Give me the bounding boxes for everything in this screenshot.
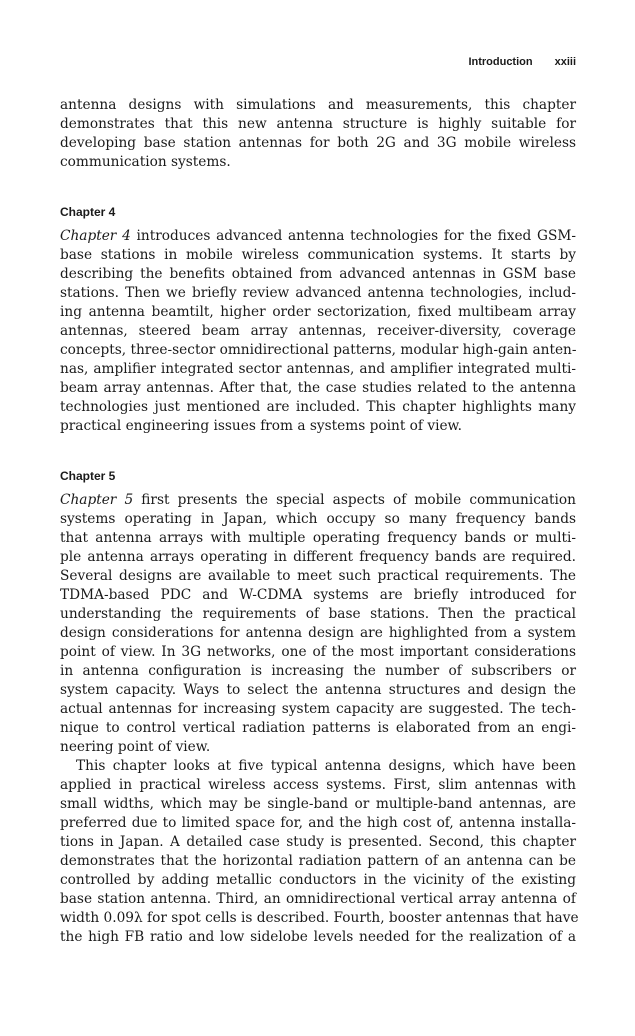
text-line: controlled by adding metallic conductors in the vicinity of the existing xyxy=(60,872,576,888)
text-line: stations. Then we briefly review advanced antenna technologies, includ- xyxy=(60,285,576,301)
text-line: demonstrates that this new antenna structure is highly suitable for xyxy=(60,116,576,132)
text-line: beam array antennas. After that, the case studies related to the antenna xyxy=(60,380,576,396)
running-head-section: Introduction xyxy=(468,56,533,68)
text-line: ple antenna arrays operating in different frequency bands are required. xyxy=(60,549,576,565)
text-line: nas, amplifier integrated sector antennas, and amplifier integrated multi- xyxy=(60,361,576,377)
text-line: technologies just mentioned are included. This chapter highlights many xyxy=(60,399,576,415)
page-number: xxiii xyxy=(554,56,576,68)
text-line: point of view. In 3G networks, one of the most important considerations xyxy=(60,644,576,660)
text-line: applied in practical wireless access systems. First, slim antennas with xyxy=(60,777,576,793)
chapter-5-heading: Chapter 5 xyxy=(60,469,116,483)
chapter-4-reference: Chapter 4 xyxy=(60,228,131,244)
text-run: introduces advanced antenna technologies for the fixed GSM- xyxy=(130,228,577,244)
text-line: preferred due to limited space for, and the high cost of, antenna installa- xyxy=(60,815,576,831)
text-line: This chapter looks at five typical antenna designs, which have been xyxy=(76,758,576,774)
chapter-5-paragraph-2 xyxy=(60,757,579,947)
text-line: developing base station antennas for both 2G and 3G mobile wireless xyxy=(60,135,576,151)
chapter-4-paragraph xyxy=(60,227,576,436)
intro-continuation-paragraph xyxy=(60,96,576,172)
chapter-5-paragraph-1 xyxy=(60,491,576,757)
text-line: base station antenna. Third, an omnidirectional vertical array antenna of xyxy=(60,891,576,907)
text-line: in antenna configuration is increasing the number of subscribers or xyxy=(60,663,576,679)
text-line: practical engineering issues from a systems point of view. xyxy=(60,418,462,434)
text-line: that antenna arrays with multiple operating frequency bands or multi- xyxy=(60,530,576,546)
text-line: neering point of view. xyxy=(60,739,211,755)
text-line: antennas, steered beam array antennas, receiver-diversity, coverage xyxy=(60,323,576,339)
text-run: first presents the special aspects of mobile communication xyxy=(133,492,576,508)
text-line: systems operating in Japan, which occupy so many frequency bands xyxy=(60,511,576,527)
text-line: demonstrates that the horizontal radiation pattern of an antenna can be xyxy=(60,853,576,869)
text-line: understanding the requirements of base stations. Then the practical xyxy=(60,606,576,622)
text-line: the high FB ratio and low sidelobe levels needed for the realization of a xyxy=(60,929,576,945)
running-head xyxy=(60,56,576,68)
text-line: nique to control vertical radiation patterns is elaborated from an engi- xyxy=(60,720,576,736)
text-line xyxy=(60,491,576,510)
text-line: antenna designs with simulations and measurements, this chapter xyxy=(60,97,576,113)
text-line: system capacity. Ways to select the antenna structures and design the xyxy=(60,682,576,698)
text-line: describing the benefits obtained from advanced antennas in GSM base xyxy=(60,266,576,282)
text-line: design considerations for antenna design are highlighted from a system xyxy=(60,625,576,641)
page-body xyxy=(60,96,579,947)
text-line: ing antenna beamtilt, higher order sectorization, fixed multibeam array xyxy=(60,304,576,320)
text-line: small widths, which may be single-band or multiple-band antennas, are xyxy=(60,796,576,812)
chapter-4-heading: Chapter 4 xyxy=(60,205,116,219)
text-line: Several designs are available to meet such practical requirements. The xyxy=(60,568,576,584)
text-line xyxy=(60,227,576,246)
text-line: base stations in mobile wireless communication systems. It starts by xyxy=(60,247,576,263)
text-line: actual antennas for increasing system capacity are suggested. The tech- xyxy=(60,701,576,717)
chapter-5-reference: Chapter 5 xyxy=(60,492,134,508)
text-line: tions in Japan. A detailed case study is presented. Second, this chapter xyxy=(60,834,576,850)
text-line: TDMA-based PDC and W-CDMA systems are briefly introduced for xyxy=(60,587,576,603)
text-line: concepts, three-sector omnidirectional patterns, modular high-gain anten- xyxy=(60,342,577,358)
text-line: communication systems. xyxy=(60,154,231,170)
text-line: width 0.09λ for spot cells is described. Fourth, booster antennas that have xyxy=(60,910,579,926)
